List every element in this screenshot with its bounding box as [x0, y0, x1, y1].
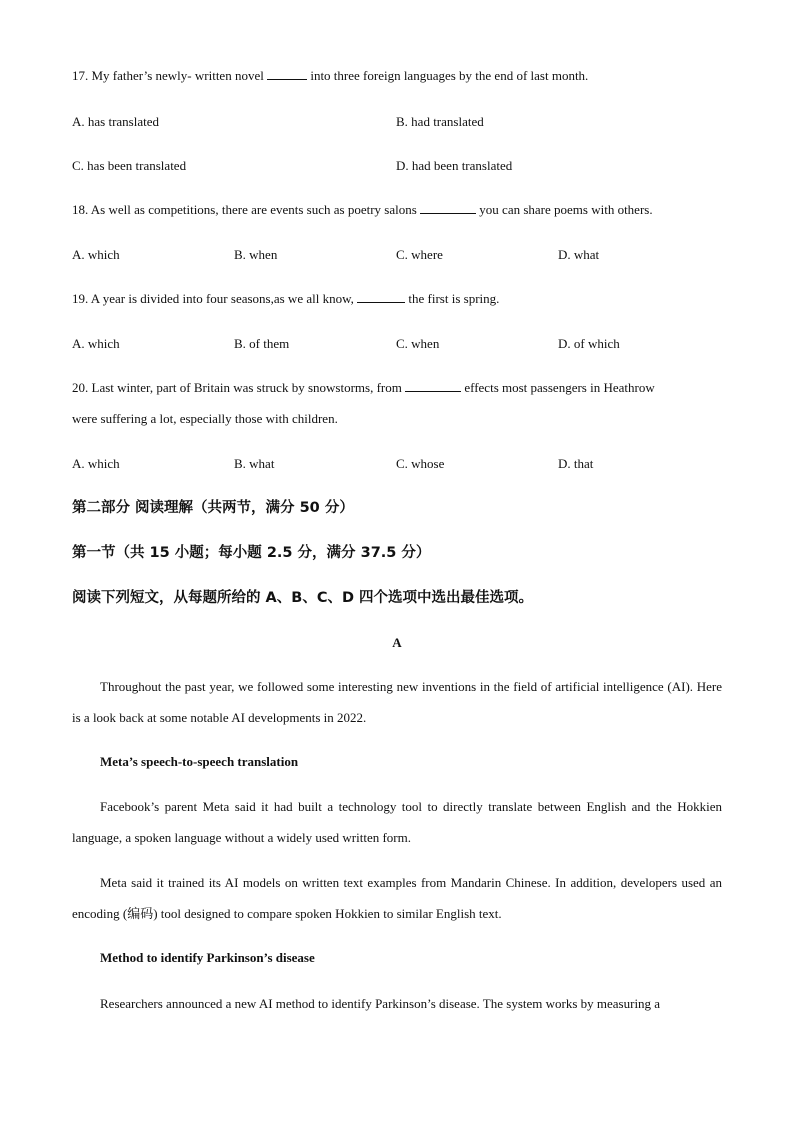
question-number: 19.: [72, 291, 89, 306]
instruction: 阅读下列短文，从每题所给的 A、B、C、D 四个选项中选出最佳选项。: [72, 590, 534, 606]
option-a: A. has translated: [72, 114, 160, 129]
question-20: [72, 380, 655, 396]
passage-paragraph: Facebook’s parent Meta said it had built a technology tool to directly translate between English and the Hokkien language, a spoken language without a widely used written form.: [72, 799, 722, 845]
question-text-after: into three foreign languages by the end of last month.: [310, 68, 589, 83]
option-d: D. had been translated: [396, 158, 513, 173]
question-text-after: the first is spring.: [408, 291, 500, 306]
question-20-line2: were suffering a lot, especially those with children.: [72, 411, 338, 426]
passage-label: A: [392, 635, 402, 650]
option-c: C. whose: [396, 456, 445, 471]
question-text-before: My father’s newly- written novel: [91, 68, 264, 83]
question-text-before: A year is divided into four seasons,as we all know,: [90, 291, 354, 306]
subsection-title: 第一节（共 15 小题；每小题 2.5 分，满分 37.5 分）: [72, 545, 431, 561]
option-d: D. that: [558, 456, 594, 471]
question-text-after: effects most passengers in Heathrow: [464, 380, 655, 395]
passage-paragraph: Meta said it trained its AI models on written text examples from Mandarin Chinese. In addition, developers used an encoding (编码) tool designed to compare spoken Hokkien to similar English text.: [72, 875, 722, 921]
question-text-before: As well as competitions, there are events such as poetry salons: [90, 202, 417, 217]
question-number: 17.: [72, 68, 89, 83]
answer-blank: [420, 202, 476, 214]
option-a: A. which: [72, 456, 120, 471]
part-title: 第二部分 阅读理解（共两节，满分 50 分）: [72, 500, 354, 516]
answer-blank: [357, 291, 405, 303]
option-b: B. had translated: [396, 114, 484, 129]
passage-heading: Method to identify Parkinson’s disease: [100, 950, 315, 965]
answer-blank: [405, 380, 461, 392]
option-b: B. what: [234, 456, 275, 471]
passage-heading: Meta’s speech-to-speech translation: [100, 754, 299, 769]
option-b: B. of them: [234, 336, 290, 351]
option-a: A. which: [72, 336, 120, 351]
question-number: 20.: [72, 380, 89, 395]
answer-blank: [267, 68, 307, 80]
passage-paragraph: Researchers announced a new AI method to identify Parkinson’s disease. The system works by measuring a: [100, 996, 661, 1011]
option-c: C. has been translated: [72, 158, 187, 173]
option-a: A. which: [72, 247, 120, 262]
question-19: [72, 291, 499, 307]
question-text-before: Last winter, part of Britain was struck by snowstorms, from: [91, 380, 402, 395]
question-18: [72, 202, 653, 218]
option-b: B. when: [234, 247, 278, 262]
option-d: D. what: [558, 247, 600, 262]
passage-intro: Throughout the past year, we followed some interesting new inventions in the field of artificial intelligence (AI). Here is a look back at some notable AI developments in 2022.: [72, 679, 722, 725]
question-17: [72, 68, 588, 84]
option-c: C. when: [396, 336, 440, 351]
question-number: 18.: [72, 202, 89, 217]
option-c: C. where: [396, 247, 443, 262]
option-d: D. of which: [558, 336, 620, 351]
question-text-after: you can share poems with others.: [479, 202, 653, 217]
